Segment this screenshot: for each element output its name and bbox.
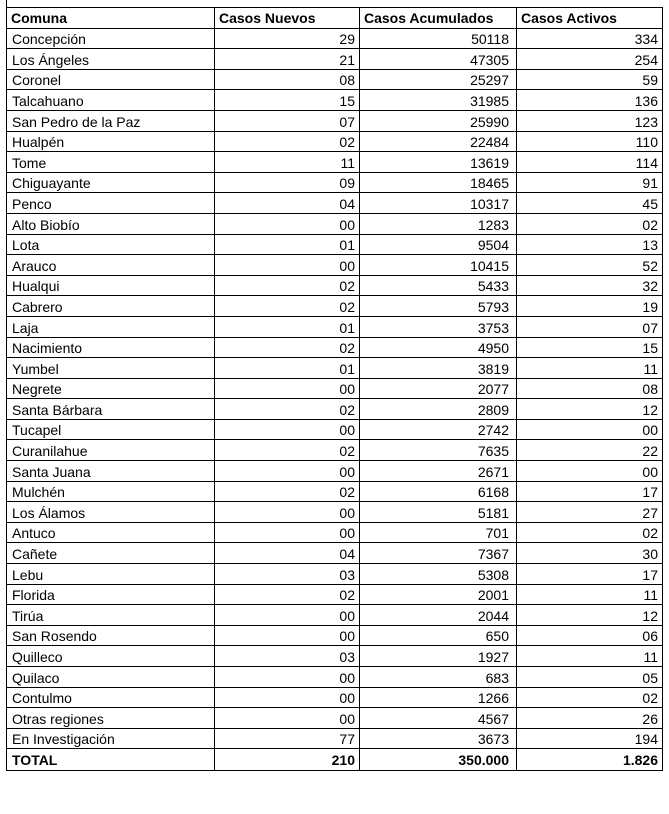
table-row [7, 110, 663, 131]
header-row [7, 8, 663, 29]
cell-casos-activos: 02 [517, 522, 663, 543]
table-row [7, 440, 663, 461]
cell-comuna: Santa Juana [7, 461, 215, 482]
cell-casos-acumulados: 5181 [360, 502, 517, 523]
cell-casos-nuevos: 00 [215, 687, 360, 708]
cell-comuna: Quilleco [7, 646, 215, 667]
cell-comuna: Coronel [7, 69, 215, 90]
table-row [7, 49, 663, 70]
cell-casos-nuevos: 02 [215, 584, 360, 605]
cell-casos-activos: 11 [517, 358, 663, 379]
cell-comuna: Mulchén [7, 481, 215, 502]
table-row [7, 543, 663, 564]
cell-comuna: Nacimiento [7, 337, 215, 358]
cell-comuna: Antuco [7, 522, 215, 543]
total-casos-acumulados: 350.000 [360, 749, 517, 771]
cell-comuna: Lota [7, 234, 215, 255]
cell-casos-acumulados: 47305 [360, 49, 517, 70]
cell-casos-nuevos: 01 [215, 316, 360, 337]
table-row [7, 316, 663, 337]
cell-casos-nuevos: 21 [215, 49, 360, 70]
cell-casos-nuevos: 00 [215, 625, 360, 646]
table-row [7, 69, 663, 90]
cell-casos-acumulados: 3673 [360, 728, 517, 749]
cell-casos-nuevos: 00 [215, 522, 360, 543]
cell-casos-activos: 15 [517, 337, 663, 358]
header-casos-activos: Casos Activos [517, 8, 663, 29]
cell-casos-activos: 334 [517, 28, 663, 49]
cell-comuna: Yumbel [7, 358, 215, 379]
cell-comuna: Tirúa [7, 605, 215, 626]
header-comuna: Comuna [7, 8, 215, 29]
cell-casos-nuevos: 02 [215, 275, 360, 296]
cell-comuna: Florida [7, 584, 215, 605]
table-row [7, 667, 663, 688]
table-row [7, 358, 663, 379]
cell-casos-activos: 12 [517, 605, 663, 626]
cell-casos-acumulados: 9504 [360, 234, 517, 255]
cell-casos-activos: 12 [517, 399, 663, 420]
cell-casos-activos: 52 [517, 255, 663, 276]
cell-comuna: San Rosendo [7, 625, 215, 646]
cell-casos-nuevos: 02 [215, 337, 360, 358]
table-header [7, 8, 663, 29]
table-row [7, 213, 663, 234]
cell-comuna: Quilaco [7, 667, 215, 688]
cell-comuna: Tucapel [7, 419, 215, 440]
cell-comuna: San Pedro de la Paz [7, 110, 215, 131]
cell-comuna: Alto Biobío [7, 213, 215, 234]
table-row [7, 687, 663, 708]
cell-casos-acumulados: 7635 [360, 440, 517, 461]
cell-casos-activos: 17 [517, 564, 663, 585]
table-body [7, 28, 663, 749]
cell-casos-activos: 114 [517, 152, 663, 173]
cell-casos-acumulados: 18465 [360, 172, 517, 193]
cell-comuna: Otras regiones [7, 708, 215, 729]
table-row [7, 378, 663, 399]
cell-casos-acumulados: 2001 [360, 584, 517, 605]
cell-casos-nuevos: 01 [215, 234, 360, 255]
cell-casos-nuevos: 04 [215, 193, 360, 214]
cell-casos-acumulados: 5793 [360, 296, 517, 317]
cell-casos-acumulados: 2044 [360, 605, 517, 626]
cell-casos-activos: 19 [517, 296, 663, 317]
cell-casos-activos: 45 [517, 193, 663, 214]
cell-casos-activos: 11 [517, 646, 663, 667]
cell-casos-activos: 06 [517, 625, 663, 646]
table-footer [7, 749, 663, 771]
table-row [7, 605, 663, 626]
cell-casos-nuevos: 00 [215, 378, 360, 399]
cell-casos-acumulados: 1927 [360, 646, 517, 667]
cell-casos-activos: 30 [517, 543, 663, 564]
cell-casos-acumulados: 3753 [360, 316, 517, 337]
table-row [7, 337, 663, 358]
cell-comuna: Penco [7, 193, 215, 214]
cell-casos-nuevos: 00 [215, 255, 360, 276]
cell-casos-acumulados: 683 [360, 667, 517, 688]
cell-casos-activos: 123 [517, 110, 663, 131]
cell-comuna: Los Ángeles [7, 49, 215, 70]
cell-casos-nuevos: 07 [215, 110, 360, 131]
cell-casos-nuevos: 29 [215, 28, 360, 49]
cell-casos-activos: 02 [517, 213, 663, 234]
cell-casos-activos: 00 [517, 419, 663, 440]
cell-casos-nuevos: 15 [215, 90, 360, 111]
cell-casos-nuevos: 02 [215, 440, 360, 461]
cell-comuna: Lebu [7, 564, 215, 585]
cell-casos-nuevos: 08 [215, 69, 360, 90]
cell-casos-activos: 26 [517, 708, 663, 729]
table-row [7, 152, 663, 173]
cell-comuna: Hualqui [7, 275, 215, 296]
table-row [7, 234, 663, 255]
cell-casos-activos: 254 [517, 49, 663, 70]
cell-casos-acumulados: 10317 [360, 193, 517, 214]
cell-casos-nuevos: 02 [215, 481, 360, 502]
cell-casos-acumulados: 10415 [360, 255, 517, 276]
table-row [7, 172, 663, 193]
cell-casos-activos: 59 [517, 69, 663, 90]
cell-casos-activos: 32 [517, 275, 663, 296]
table-row [7, 193, 663, 214]
cell-casos-acumulados: 1266 [360, 687, 517, 708]
cell-casos-nuevos: 09 [215, 172, 360, 193]
cell-casos-nuevos: 02 [215, 399, 360, 420]
cell-casos-activos: 136 [517, 90, 663, 111]
cell-casos-nuevos: 00 [215, 419, 360, 440]
table-row [7, 522, 663, 543]
cell-comuna: Los Álamos [7, 502, 215, 523]
cell-comuna: Tome [7, 152, 215, 173]
cell-casos-acumulados: 5308 [360, 564, 517, 585]
cell-casos-activos: 22 [517, 440, 663, 461]
cell-casos-acumulados: 2077 [360, 378, 517, 399]
cell-casos-nuevos: 02 [215, 131, 360, 152]
cell-casos-nuevos: 00 [215, 502, 360, 523]
cell-casos-activos: 07 [517, 316, 663, 337]
total-row [7, 749, 663, 771]
cell-casos-activos: 110 [517, 131, 663, 152]
cell-casos-nuevos: 77 [215, 728, 360, 749]
table-row [7, 708, 663, 729]
total-casos-nuevos: 210 [215, 749, 360, 771]
cell-casos-nuevos: 00 [215, 605, 360, 626]
cell-casos-acumulados: 22484 [360, 131, 517, 152]
cell-casos-activos: 13 [517, 234, 663, 255]
cell-casos-acumulados: 13619 [360, 152, 517, 173]
cell-casos-acumulados: 4950 [360, 337, 517, 358]
cell-casos-nuevos: 00 [215, 461, 360, 482]
cell-casos-acumulados: 4567 [360, 708, 517, 729]
header-casos-acumulados: Casos Acumulados [360, 8, 517, 29]
table-row [7, 646, 663, 667]
table-row [7, 90, 663, 111]
cell-casos-acumulados: 31985 [360, 90, 517, 111]
cell-casos-acumulados: 650 [360, 625, 517, 646]
cell-casos-activos: 17 [517, 481, 663, 502]
cell-casos-nuevos: 00 [215, 708, 360, 729]
table-row [7, 564, 663, 585]
table-row [7, 296, 663, 317]
cell-casos-nuevos: 11 [215, 152, 360, 173]
cell-comuna: Cabrero [7, 296, 215, 317]
cell-casos-activos: 00 [517, 461, 663, 482]
table-row [7, 255, 663, 276]
cell-comuna: En Investigación [7, 728, 215, 749]
cell-comuna: Arauco [7, 255, 215, 276]
cell-casos-activos: 02 [517, 687, 663, 708]
table-row [7, 28, 663, 49]
table-row [7, 728, 663, 749]
cell-casos-acumulados: 5433 [360, 275, 517, 296]
table-row [7, 131, 663, 152]
cell-casos-acumulados: 1283 [360, 213, 517, 234]
cell-casos-nuevos: 00 [215, 213, 360, 234]
cell-comuna: Curanilahue [7, 440, 215, 461]
cell-comuna: Chiguayante [7, 172, 215, 193]
cell-casos-nuevos: 03 [215, 564, 360, 585]
table-row [7, 419, 663, 440]
cell-casos-acumulados: 2809 [360, 399, 517, 420]
cell-casos-nuevos: 04 [215, 543, 360, 564]
cell-casos-acumulados: 50118 [360, 28, 517, 49]
cell-casos-acumulados: 6168 [360, 481, 517, 502]
cell-casos-acumulados: 25297 [360, 69, 517, 90]
cell-casos-acumulados: 2742 [360, 419, 517, 440]
cell-casos-activos: 11 [517, 584, 663, 605]
table-row [7, 584, 663, 605]
table-row [7, 481, 663, 502]
cell-comuna: Negrete [7, 378, 215, 399]
cell-casos-nuevos: 01 [215, 358, 360, 379]
table-row [7, 625, 663, 646]
cell-comuna: Talcahuano [7, 90, 215, 111]
cell-casos-activos: 194 [517, 728, 663, 749]
cell-casos-acumulados: 7367 [360, 543, 517, 564]
cell-casos-nuevos: 03 [215, 646, 360, 667]
total-label: TOTAL [7, 749, 215, 771]
cell-comuna: Contulmo [7, 687, 215, 708]
table-row [7, 502, 663, 523]
cell-casos-acumulados: 25990 [360, 110, 517, 131]
total-casos-activos: 1.826 [517, 749, 663, 771]
cell-comuna: Laja [7, 316, 215, 337]
table-row [7, 461, 663, 482]
cell-casos-activos: 05 [517, 667, 663, 688]
cell-casos-acumulados: 3819 [360, 358, 517, 379]
cell-casos-acumulados: 2671 [360, 461, 517, 482]
cell-comuna: Santa Bárbara [7, 399, 215, 420]
table-row [7, 275, 663, 296]
cell-casos-activos: 08 [517, 378, 663, 399]
cases-table [6, 7, 663, 771]
cell-casos-nuevos: 02 [215, 296, 360, 317]
cell-comuna: Concepción [7, 28, 215, 49]
cell-comuna: Hualpén [7, 131, 215, 152]
cell-casos-activos: 91 [517, 172, 663, 193]
table-row [7, 399, 663, 420]
cell-casos-activos: 27 [517, 502, 663, 523]
cell-casos-nuevos: 00 [215, 667, 360, 688]
cell-comuna: Cañete [7, 543, 215, 564]
header-casos-nuevos: Casos Nuevos [215, 8, 360, 29]
cell-casos-acumulados: 701 [360, 522, 517, 543]
